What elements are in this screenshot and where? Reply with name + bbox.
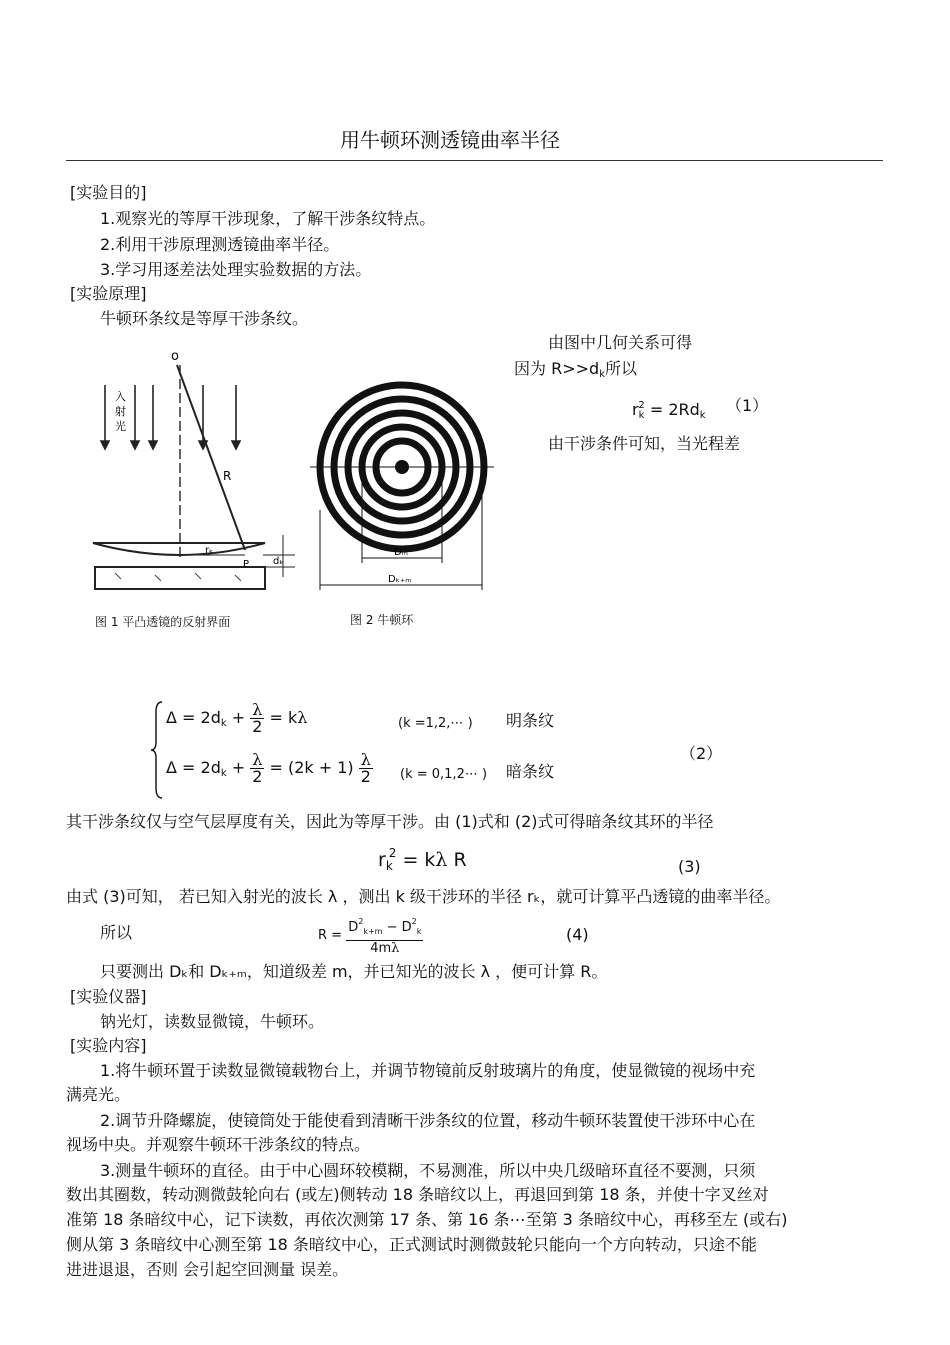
equation-2-brace xyxy=(150,700,166,800)
geometry-line: 由图中几何关系可得 xyxy=(548,333,693,352)
equation-2-number: （2） xyxy=(680,744,723,763)
fig1-label-dk: dₖ xyxy=(273,556,284,567)
content-line: 2.调节升降螺旋，使镜筒处于能使看到清晰干涉条纹的位置，移动牛顿环装置使干涉环中心在 xyxy=(100,1111,756,1130)
equation-2-bright-condition: (k =1,2,⋯ ) xyxy=(398,716,473,731)
fig1-label-o: o xyxy=(171,349,179,364)
interference-line: 由干涉条件可知，当光程差 xyxy=(548,434,741,453)
equation-2-bright: $\Delta = 2d_k$ + $\frac{\lambda}{2}$ = kλ xyxy=(166,700,308,736)
because-prefix: 因为 R>>d xyxy=(514,359,600,378)
content-line: 3.测量牛顿环的直径。由于中心圆环较模糊，不易测准，所以中央几级暗环直径不要测，只须 xyxy=(100,1161,756,1180)
equation-1: $r_k^2 = 2Rd_k$ xyxy=(632,400,706,421)
content-line: 满亮光。 xyxy=(66,1085,131,1104)
content-line: 1.将牛顿环置于读数显微镜载物台上，并调节物镜前反射玻璃片的角度，使显微镜的视场中充 xyxy=(100,1061,756,1080)
instrument-list: 钠光灯，读数显微镜，牛顿环。 xyxy=(100,1012,325,1031)
fig1-label-R: R xyxy=(223,469,232,483)
content-line: 数出其圈数，转动测微鼓轮向右 (或左)侧转动 18 条暗纹以上，再退回到第 18 条，并使十字叉丝对 xyxy=(66,1185,769,1204)
equation-3-number: (3) xyxy=(678,857,701,876)
section-header-instruments: [实验仪器] xyxy=(70,987,147,1006)
fig1-label-rk: rₖ xyxy=(205,545,214,556)
because-suffix: 所以 xyxy=(604,359,637,378)
fig2-label-dkm: Dₖ₊ₘ xyxy=(388,574,412,585)
equation-2-bright-label: 明条纹 xyxy=(506,711,555,730)
content-line: 侧从第 3 条暗纹中心测至第 18 条暗纹中心，正式测试时测微鼓轮只能向一个方向转动，只途不能 xyxy=(66,1235,757,1254)
purpose-item: 1.观察光的等厚干涉现象，了解干涉条纹特点。 xyxy=(100,209,436,228)
purpose-item: 2.利用干涉原理测透镜曲率半径。 xyxy=(100,235,340,254)
fig1-incident-3: 光 xyxy=(115,420,126,433)
purpose-item: 3.学习用逐差法处理实验数据的方法。 xyxy=(100,260,372,279)
equation-2-dark-condition: (k = 0,1,2⋯ ) xyxy=(400,767,488,782)
figure-1-caption: 图 1 平凸透镜的反射界面 xyxy=(95,615,231,629)
because-sub: k xyxy=(599,369,605,380)
equation-1-label: （1） xyxy=(726,396,769,415)
content-line: 视场中央。并观察牛顿环干涉条纹的特点。 xyxy=(66,1135,371,1154)
principle-intro: 牛顿环条纹是等厚干涉条纹。 xyxy=(100,309,309,328)
section-header-content: [实验内容] xyxy=(70,1036,147,1055)
figure-2-caption: 图 2 牛顿环 xyxy=(350,613,414,627)
fig1-incident-1: 入 xyxy=(115,390,126,403)
page-title: 用牛顿环测透镜曲率半径 xyxy=(340,128,560,152)
content-line: 进进退退，否则 会引起空回测量 误差。 xyxy=(66,1260,349,1279)
title-divider xyxy=(66,160,883,161)
section-header-purpose: [实验目的] xyxy=(70,183,147,202)
content-line: 准第 18 条暗纹中心，记下读数，再依次测第 17 条、第 16 条⋯至第 3 条暗纹中心，再移至左 (或右) xyxy=(66,1210,788,1229)
paragraph-after-eq2: 其干涉条纹仅与空气层厚度有关，因此为等厚干涉。由 (1)式和 (2)式可得暗条纹其环的半径 xyxy=(66,812,714,831)
section-header-principle: [实验原理] xyxy=(70,284,147,303)
so-label: 所以 xyxy=(100,923,133,942)
paragraph-after-eq3: 由式 (3)可知， 若已知入射光的波长 λ ，测出 k 级干涉环的半径 rₖ，就可计算平凸透镜的曲率半径。 xyxy=(66,887,781,906)
equation-4: R = $\frac{D^2_{k+m} - D^2_k}{4m\lambda}$ xyxy=(318,914,423,957)
equation-2-dark-label: 暗条纹 xyxy=(506,762,555,781)
paragraph-measure: 只要测出 Dₖ和 Dₖ₊ₘ，知道级差 m，并已知光的波长 λ ，便可计算 R。 xyxy=(100,962,608,981)
equation-2-dark: $\Delta = 2d_k$ + $\frac{\lambda}{2}$ = (2k + 1) $\frac{\lambda}{2}$ xyxy=(166,750,371,786)
equation-3: $r_k^2 = k\lambda$ R xyxy=(378,846,467,873)
fig1-incident-2: 射 xyxy=(115,405,126,418)
fig2-label-dm: Dₘ xyxy=(394,547,408,558)
equation-4-number: (4) xyxy=(566,925,589,944)
fig1-label-P: P xyxy=(243,559,250,570)
figure-2-newton-rings xyxy=(310,375,495,595)
because-line xyxy=(514,359,637,385)
figure-1-lens-diagram xyxy=(85,345,305,635)
